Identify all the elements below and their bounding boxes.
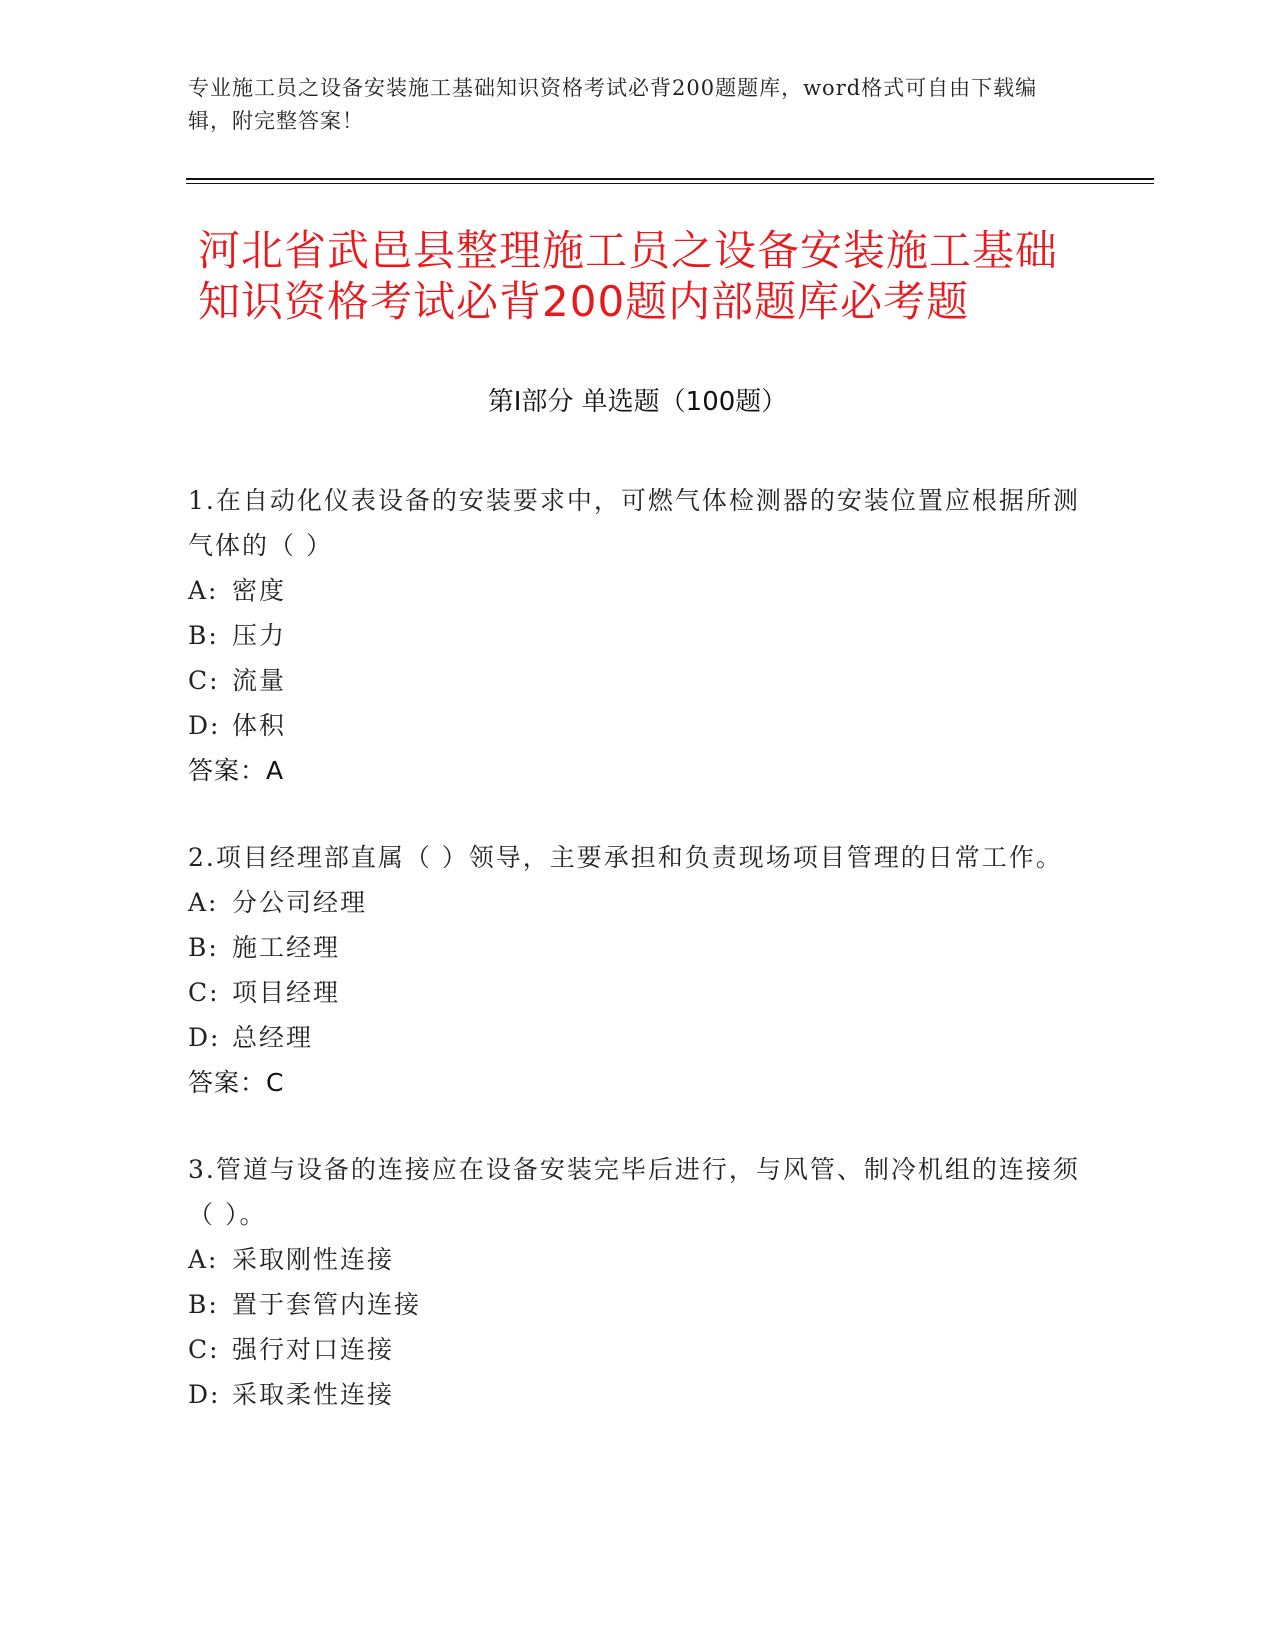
option-text: 项目经理 [232, 978, 341, 1007]
option-key: D: [188, 1380, 221, 1409]
option-text: 采取柔性连接 [232, 1380, 395, 1409]
option-d [188, 1372, 1088, 1417]
answer-value: C [266, 1068, 285, 1097]
option-a [188, 880, 1088, 925]
option-key: A: [188, 576, 219, 605]
question-3 [188, 1147, 1088, 1417]
option-key: C: [188, 978, 220, 1007]
option-text: 体积 [232, 711, 287, 740]
header-note: 专业施工员之设备安装施工基础知识资格考试必背200题题库，word格式可自由下载编辑，附完整答案！ [188, 76, 1038, 133]
option-c [188, 658, 1088, 703]
option-key: B: [188, 621, 219, 650]
question-stem: 2.项目经理部直属（ ）领导，主要承担和负责现场项目管理的日常工作。 [188, 843, 1063, 872]
option-text: 压力 [232, 621, 287, 650]
answer-line [188, 748, 1088, 793]
document-title: 河北省武邑县整理施工员之设备安装施工基础知识资格考试必背200题内部题库必考题 [198, 226, 1059, 326]
option-text: 分公司经理 [232, 888, 368, 917]
option-key: C: [188, 666, 220, 695]
answer-label: 答案： [188, 1068, 267, 1097]
section-title: 第Ⅰ部分 单选题（100题） [487, 387, 788, 417]
option-text: 流量 [232, 666, 287, 695]
option-key: B: [188, 1290, 219, 1319]
answer-value: A [266, 756, 285, 785]
option-text: 密度 [232, 576, 287, 605]
option-key: B: [188, 933, 219, 962]
option-key: A: [188, 888, 219, 917]
option-text: 总经理 [232, 1023, 314, 1052]
option-text: 施工经理 [232, 933, 341, 962]
option-b [188, 613, 1088, 658]
question-2 [188, 835, 1088, 1105]
option-a [188, 568, 1088, 613]
option-c [188, 1327, 1088, 1372]
option-d [188, 1015, 1088, 1060]
answer-label: 答案： [188, 756, 267, 785]
question-stem: 3.管道与设备的连接应在设备安装完毕后进行，与风管、制冷机组的连接须（ ）。 [188, 1155, 1080, 1229]
question-stem: 1.在自动化仪表设备的安装要求中，可燃气体检测器的安装位置应根据所测气体的（ ） [188, 486, 1080, 560]
option-b [188, 925, 1088, 970]
option-d [188, 703, 1088, 748]
option-a [188, 1237, 1088, 1282]
option-key: D: [188, 711, 221, 740]
option-text: 置于套管内连接 [232, 1290, 422, 1319]
header-rule-thick [186, 178, 1154, 180]
question-list [188, 478, 1088, 1459]
option-key: D: [188, 1023, 221, 1052]
answer-line [188, 1060, 1088, 1105]
option-text: 强行对口连接 [232, 1335, 395, 1364]
option-key: A: [188, 1245, 219, 1274]
option-b [188, 1282, 1088, 1327]
option-text: 采取刚性连接 [232, 1245, 395, 1274]
option-key: C: [188, 1335, 220, 1364]
header-rule-thin [186, 183, 1154, 184]
question-1 [188, 478, 1088, 793]
option-c [188, 970, 1088, 1015]
